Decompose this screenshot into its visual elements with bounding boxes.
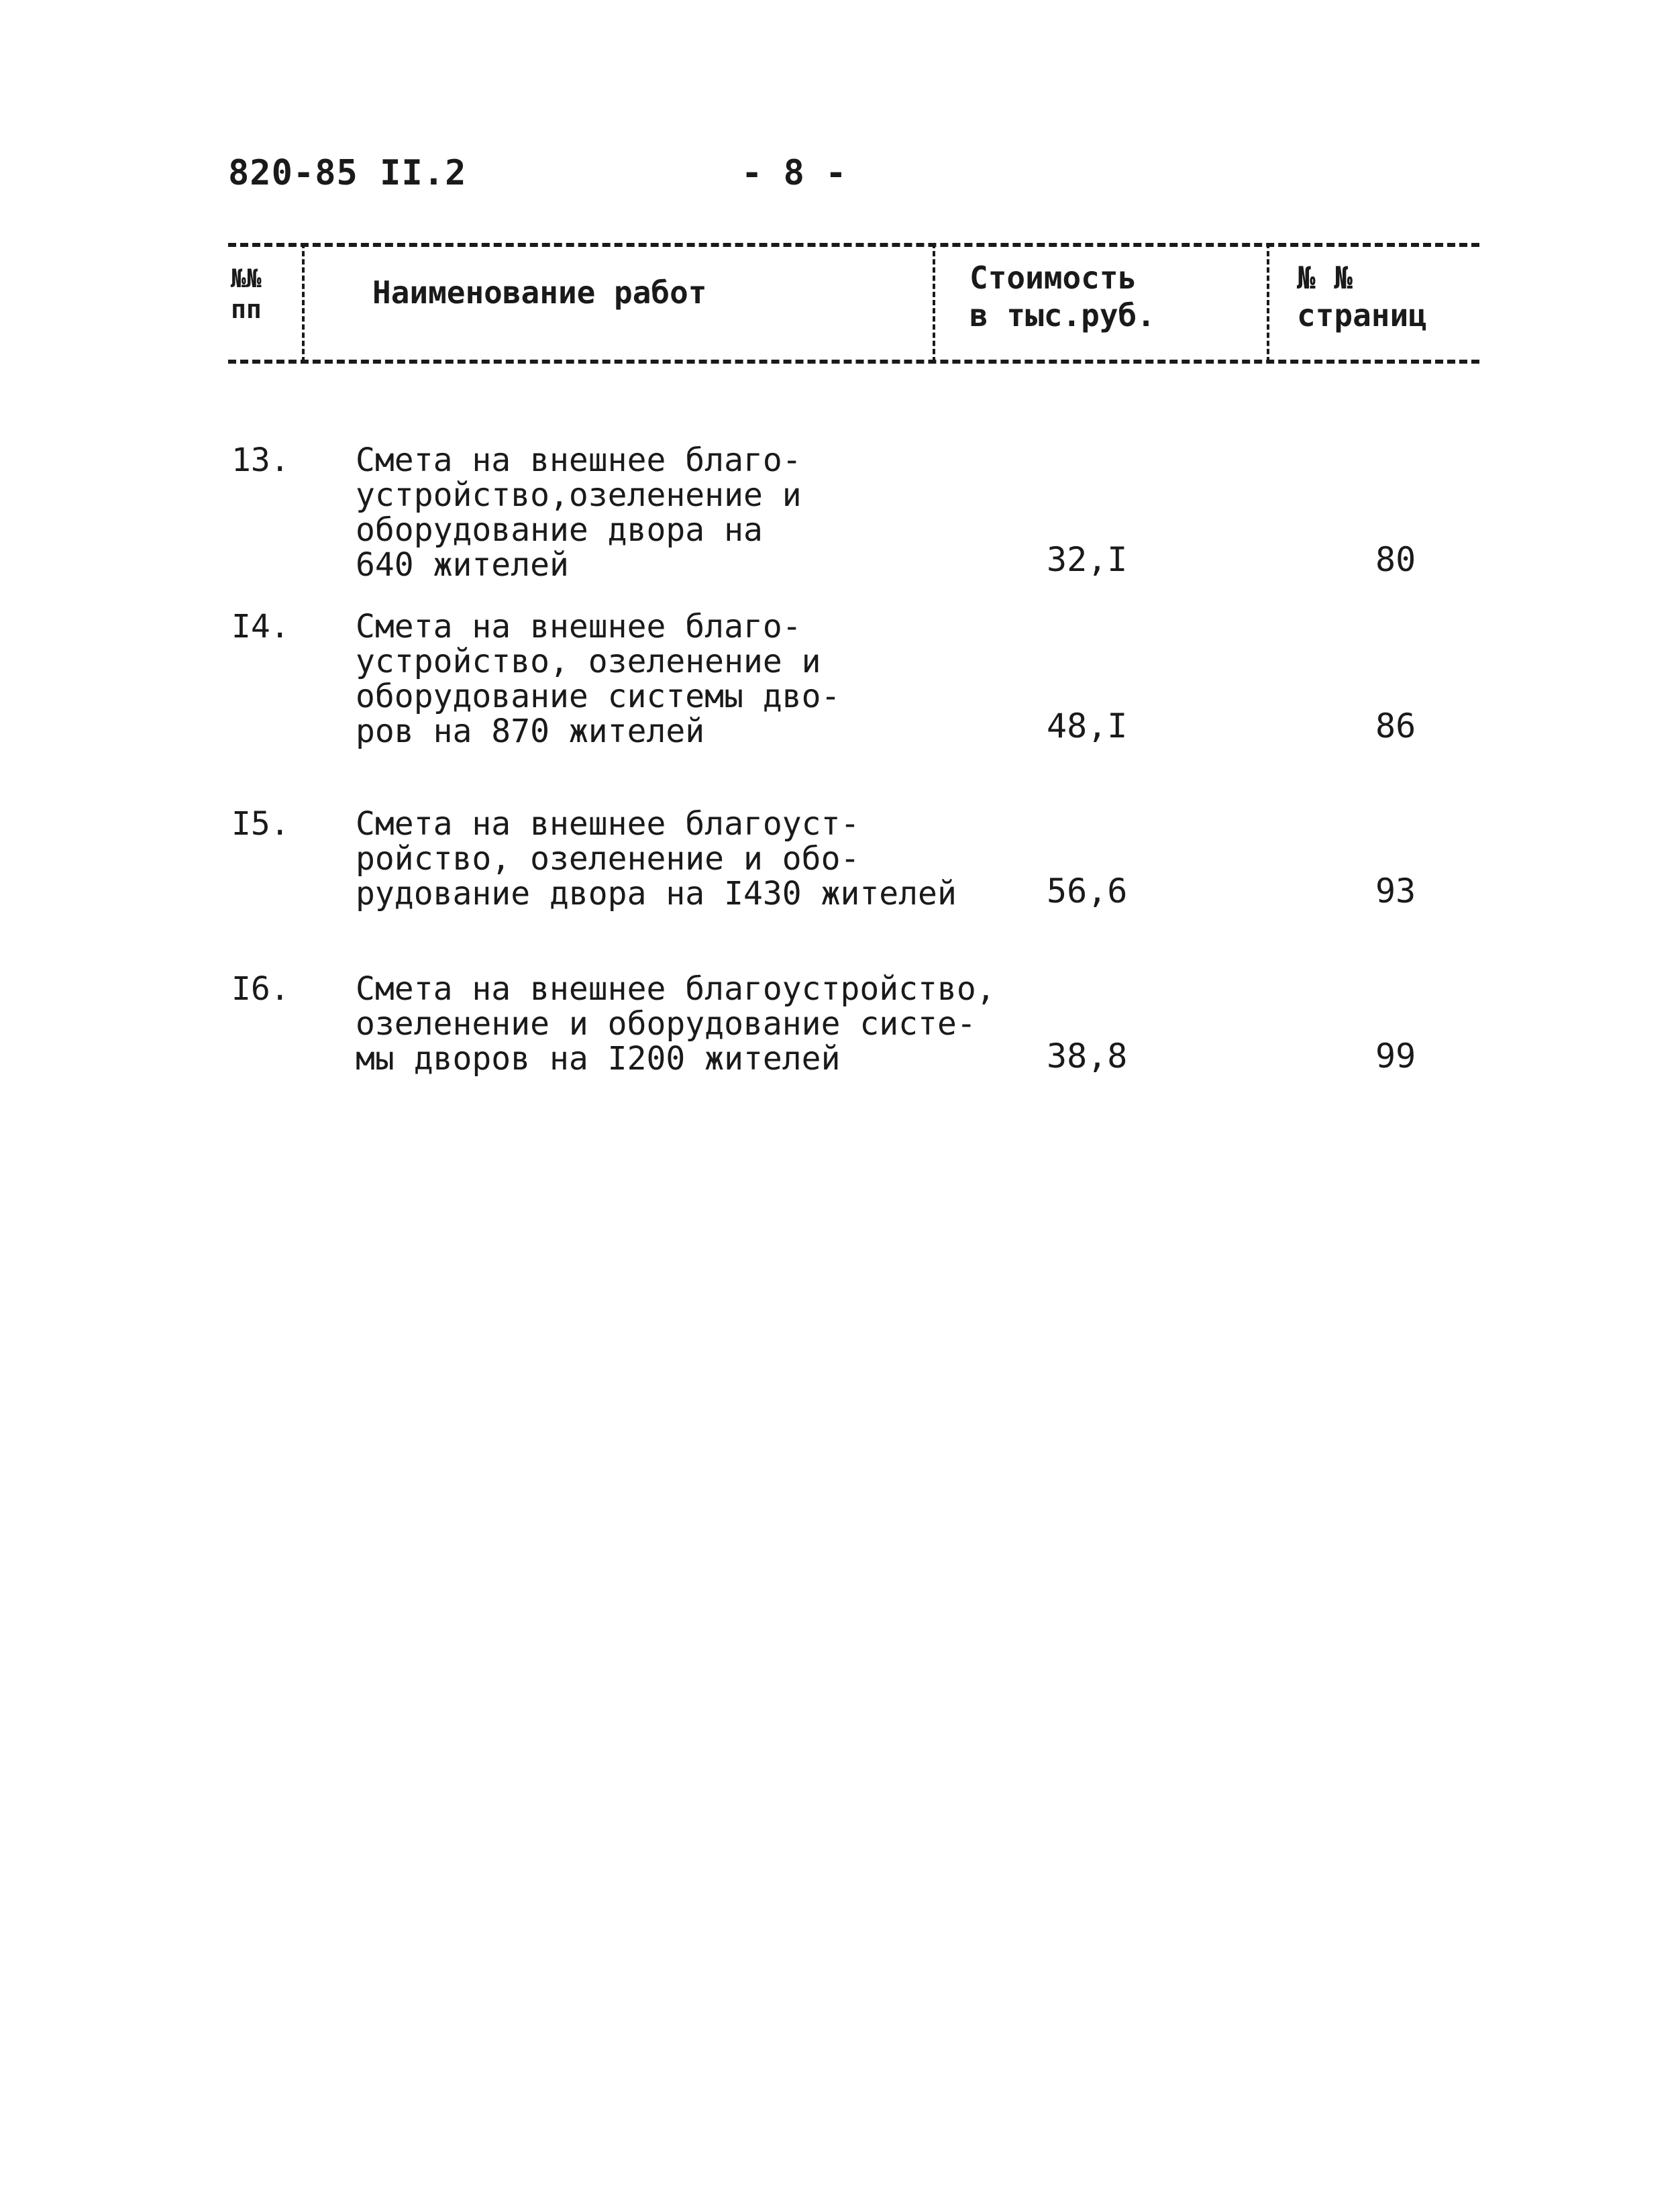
header-divider-2 — [933, 243, 935, 362]
header-divider-3 — [1267, 243, 1269, 362]
row-page: 80 — [1375, 540, 1416, 579]
row-page: 99 — [1375, 1037, 1416, 1076]
page-header — [228, 153, 899, 200]
column-header-number: №№ пп — [231, 264, 262, 324]
row-cost: 32,I — [1047, 540, 1128, 579]
row-cost: 48,I — [1047, 707, 1128, 745]
column-header-name: Наименование работ — [372, 274, 707, 311]
row-page: 86 — [1375, 707, 1416, 745]
column-header-pages: № № страниц — [1297, 260, 1427, 333]
table-header — [228, 240, 1479, 368]
document-code: 820-85 II.2 — [228, 153, 467, 193]
row-cost: 38,8 — [1047, 1037, 1128, 1076]
column-header-cost: Стоимость в тыс.руб. — [969, 260, 1155, 333]
row-number: 13. — [231, 441, 290, 479]
row-description: Смета на внешнее благо- устройство, озеленение и оборудование системы дво- ров на 870 жителей — [356, 608, 841, 750]
row-description: Смета на внешнее благо- устройство,озеленение и оборудование двора на 640 жителей — [356, 441, 802, 584]
header-top-rule — [228, 243, 1479, 247]
header-divider-1 — [302, 243, 305, 362]
row-description: Смета на внешнее благоустройство, озеленение и оборудование систе- мы дворов на I200 жителей — [356, 970, 996, 1078]
page-number: - 8 - — [741, 153, 847, 193]
header-bottom-rule — [228, 360, 1479, 364]
row-number: I6. — [231, 970, 290, 1008]
row-page: 93 — [1375, 872, 1416, 910]
row-cost: 56,6 — [1047, 872, 1128, 910]
row-description: Смета на внешнее благоуст- ройство, озеленение и обо- рудование двора на I430 жителей — [356, 805, 957, 913]
row-number: I4. — [231, 608, 290, 645]
row-number: I5. — [231, 805, 290, 843]
